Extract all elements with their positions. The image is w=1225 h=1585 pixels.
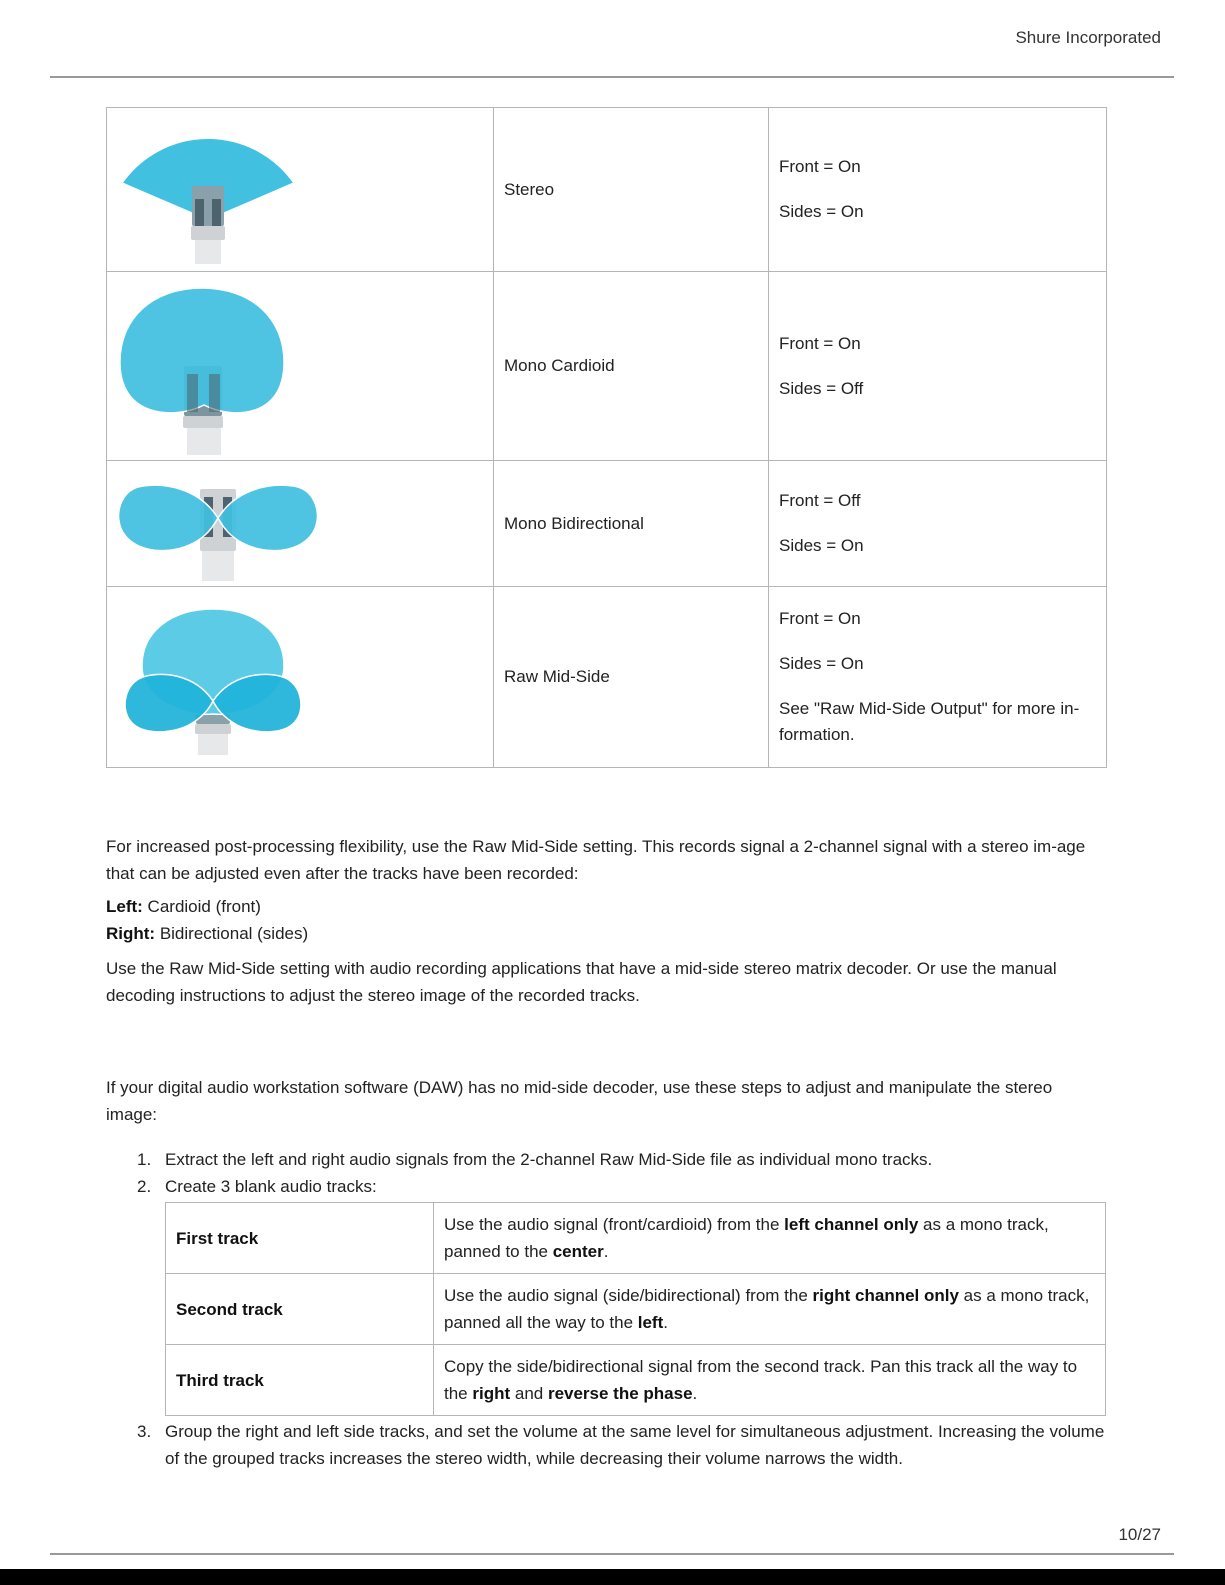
raw-mid-side-pattern-icon: [107, 589, 492, 766]
mode-name: Mono Cardioid: [504, 356, 615, 375]
setting-front: Front = On: [779, 157, 861, 176]
paragraph-manual-decoding: If your digital audio workstation software (DAW) has no mid-side decoder, use these steps to adjust and manipulate the stereo image:: [106, 1078, 1053, 1124]
setting-note: See "Raw Mid-Side Output" for more in-formation.: [779, 699, 1080, 744]
step-number: 2.: [137, 1177, 152, 1196]
track-description: Use the audio signal (front/cardioid) from the left channel only as a mono track, panned to the center.: [434, 1203, 1106, 1274]
mode-name-cell: [494, 587, 769, 768]
table-row: [166, 1274, 1106, 1345]
mode-name: Mono Bidirectional: [504, 513, 644, 533]
company-name: Shure Incorporated: [1015, 28, 1161, 47]
setting-sides: Sides = Off: [779, 378, 864, 398]
table-row: [107, 587, 1107, 768]
step-text: Group the right and left side tracks, and set the volume at the same level for simultaneous adjustment. Increasing the volume of the grouped tracks increases the stereo width, while decreasing their volume narrows the width.: [165, 1422, 1105, 1468]
footer-divider: [50, 1553, 1174, 1555]
track-label: Second track: [166, 1274, 434, 1345]
settings-cell: [769, 272, 1107, 461]
page-bottom-edge: [0, 1569, 1225, 1585]
mode-name: Stereo: [504, 179, 555, 199]
step-number: 3.: [137, 1422, 152, 1441]
channel-list: [106, 893, 1106, 947]
track-description: Copy the side/bidirectional signal from the second track. Pan this track all the way to the right and reverse the phase.: [434, 1345, 1106, 1416]
pattern-image-cell: [107, 461, 494, 587]
cardioid-pattern-icon: [107, 274, 492, 459]
steps-list: [106, 1146, 1106, 1472]
polar-pattern-table: [106, 107, 1107, 768]
table-row: [166, 1203, 1106, 1274]
header-divider: [50, 76, 1174, 78]
paragraph-raw-mid-side-intro: For increased post-processing flexibility, use the Raw Mid-Side setting. This records signal a 2-channel signal with a stereo im-age that can be adjusted even after the tracks have been recorded:: [106, 837, 1086, 883]
mode-name-cell: [494, 272, 769, 461]
channel-right-label: Right:: [106, 924, 156, 943]
table-row: [107, 461, 1107, 587]
list-item: [106, 1418, 1106, 1472]
channel-left-label: Left:: [106, 897, 143, 916]
table-row: [107, 272, 1107, 461]
setting-front: Front = Off: [779, 491, 861, 510]
pattern-image-cell: [107, 272, 494, 461]
channel-right-value: Bidirectional (sides): [155, 924, 309, 943]
pattern-image-cell: [107, 587, 494, 768]
track-label: First track: [166, 1203, 434, 1274]
page-number: 10/27: [1118, 1525, 1161, 1544]
settings-cell: [769, 587, 1107, 768]
mode-name-cell: [494, 108, 769, 272]
step-text: Create 3 blank audio tracks:: [165, 1177, 377, 1196]
stereo-pattern-icon: [107, 110, 492, 270]
setting-front: Front = On: [779, 333, 861, 353]
channel-right: [106, 920, 1106, 947]
paragraph-decoder-usage: Use the Raw Mid-Side setting with audio recording applications that have a mid-side stereo matrix decoder. Or use the manual decoding instructions to adjust the stereo image of the recorded tracks.: [106, 959, 1057, 1005]
channel-left: [106, 893, 1106, 920]
setting-sides: Sides = On: [779, 536, 864, 555]
list-item: [106, 1146, 1106, 1173]
table-row: [166, 1345, 1106, 1416]
list-item: [106, 1173, 1106, 1416]
tracks-table: [165, 1202, 1106, 1416]
step-text: Extract the left and right audio signals from the 2-channel Raw Mid-Side file as individual mono tracks.: [165, 1150, 933, 1169]
setting-sides: Sides = On: [779, 202, 864, 221]
setting-sides: Sides = On: [779, 654, 864, 673]
pattern-image-cell: [107, 108, 494, 272]
mode-name-cell: [494, 461, 769, 587]
table-row: [107, 108, 1107, 272]
settings-cell: [769, 108, 1107, 272]
settings-cell: [769, 461, 1107, 587]
mode-name: Raw Mid-Side: [504, 667, 610, 686]
setting-front: Front = On: [779, 609, 861, 628]
track-label: Third track: [166, 1345, 434, 1416]
channel-left-value: Cardioid (front): [142, 897, 261, 916]
step-number: 1.: [137, 1150, 152, 1169]
bidirectional-pattern-icon: [107, 463, 492, 585]
track-description: Use the audio signal (side/bidirectional) from the right channel only as a mono track, panned all the way to the left.: [434, 1274, 1106, 1345]
